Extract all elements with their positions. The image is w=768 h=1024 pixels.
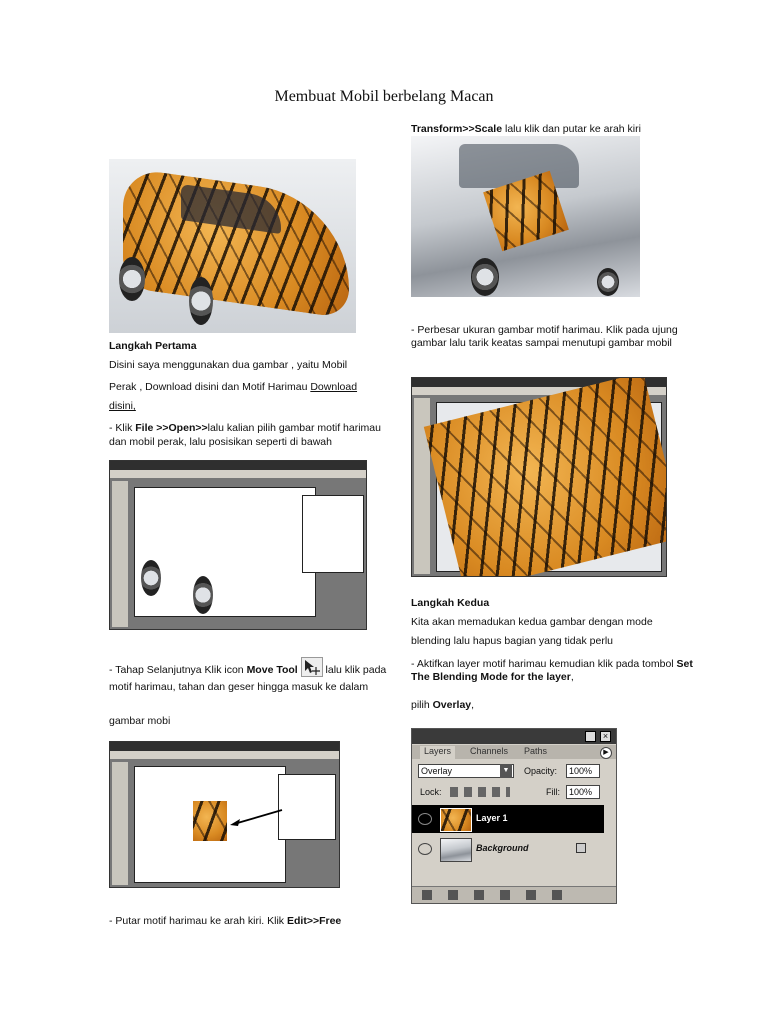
panel-tabs <box>412 745 616 759</box>
rotate-para <box>109 914 394 928</box>
step1-heading: Langkah Pertama <box>109 340 197 352</box>
lock-icons <box>450 787 510 797</box>
panel-action-icons <box>422 890 572 900</box>
activate-bold: Set The Blending Mode for the layer <box>411 658 693 683</box>
layers-panel-screenshot <box>411 728 617 904</box>
activate-pre: - Aktifkan layer motif harimau kemudian klik pada tombol <box>411 658 677 670</box>
step1-para3-bold: File >>Open>> <box>135 422 208 434</box>
tiger-canvas-2 <box>278 774 336 840</box>
tiger-enlarged <box>424 377 667 577</box>
background-thumbnail <box>440 838 472 862</box>
activate-para <box>411 658 701 684</box>
lock-icon <box>576 843 586 853</box>
ps-optionbar <box>110 470 366 478</box>
tiger-car-result-image <box>109 159 356 333</box>
car-canvas-3 <box>436 402 662 572</box>
opacity-label: Opacity: <box>524 766 558 776</box>
step2-heading: Langkah Kedua <box>411 597 490 609</box>
minimize-icon <box>585 731 596 742</box>
opacity-field: 100% <box>566 764 600 778</box>
tab-paths: Paths <box>524 746 548 756</box>
tiger-patch <box>193 801 227 841</box>
panel-titlebar <box>412 729 616 744</box>
choose-para <box>411 698 474 712</box>
step2-para1: Kita akan memadukan kedua gambar dengan mode <box>411 616 653 628</box>
choose-bold: Overlay <box>432 699 472 711</box>
move-bold: Move Tool <box>246 663 298 676</box>
move-post: lalu klik pada motif harimau, tahan dan geser hingga masuk ke dalam <box>109 663 387 693</box>
lock-label: Lock: <box>420 787 442 797</box>
chevron-down-icon: ▼ <box>500 764 512 778</box>
tab-channels: Channels <box>470 746 509 756</box>
step1-para1: Disini saya menggunakan dua gambar , yaitu Mobil <box>109 359 348 371</box>
transform-bold: Transform>>Scale <box>411 123 503 135</box>
step2-para2: blending lalu hapus bagian yang tidak perlu <box>411 635 613 647</box>
blend-mode-select: Overlay <box>418 764 514 778</box>
download-link-tiger-2[interactable]: disini, <box>109 400 136 412</box>
move-tool-icon <box>301 657 323 677</box>
ps-menubar <box>110 461 366 470</box>
step1-para3 <box>109 421 385 449</box>
transform-para <box>411 122 701 136</box>
ps-toolbox-3 <box>414 398 430 574</box>
download-link-tiger[interactable]: Download <box>310 381 358 393</box>
transform-post: lalu klik dan putar ke arah kiri <box>502 123 641 135</box>
move-tool-para <box>109 660 389 694</box>
tiger-canvas <box>302 495 364 573</box>
eye-icon-2 <box>418 843 432 855</box>
rotate-bold: Edit>>Free <box>286 915 342 927</box>
layer-row-layer1 <box>412 805 604 833</box>
background-name: Background <box>476 843 529 853</box>
eye-icon <box>418 813 432 825</box>
move-cont: gambar mobi <box>109 715 171 727</box>
step1-para3-pre: - Klik <box>109 422 136 434</box>
page-title: Membuat Mobil berbelang Macan <box>274 88 494 105</box>
panel-bottom-toolbar <box>412 886 616 903</box>
ps-toolbox <box>112 481 128 627</box>
choose-pre: pilih <box>411 699 433 711</box>
enlarge-para: - Perbesar ukuran gambar motif harimau. Klik pada ujung gambar lalu tarik keatas sampai menutupi gambar mobil <box>411 324 678 349</box>
ps-menubar-2 <box>110 742 339 751</box>
layer1-thumbnail <box>440 808 472 832</box>
car-with-tiger-patch-image <box>411 136 640 297</box>
photoshop-screenshot-1 <box>109 460 367 630</box>
close-icon: × <box>600 731 611 742</box>
rotate-pre: - Putar motif harimau ke arah kiri. Klik <box>109 915 287 927</box>
ps-toolbox-2 <box>112 762 128 885</box>
photoshop-screenshot-3 <box>411 377 667 577</box>
fill-field: 100% <box>566 785 600 799</box>
tab-layers: Layers <box>420 746 455 759</box>
car-canvas <box>134 487 316 617</box>
step1-para2-text: Perak , Download disini dan Motif Harimau <box>109 381 311 393</box>
layer1-name: Layer 1 <box>476 813 508 823</box>
photoshop-screenshot-2 <box>109 741 340 888</box>
arrow-icon <box>228 808 284 828</box>
move-pre: - Tahap Selanjutnya Klik icon <box>109 663 247 676</box>
layer-row-background <box>412 835 604 863</box>
choose-post: , <box>471 699 475 711</box>
step1-para2 <box>109 378 394 416</box>
step1-para3-post: lalu kalian pilih gambar motif harimau dan mobil perak, lalu posisikan seperti di bawah <box>109 422 381 448</box>
ps-optionbar-2 <box>110 751 339 759</box>
fill-label: Fill: <box>546 787 560 797</box>
activate-post: , <box>570 671 574 683</box>
panel-menu-icon: ▶ <box>600 747 612 759</box>
